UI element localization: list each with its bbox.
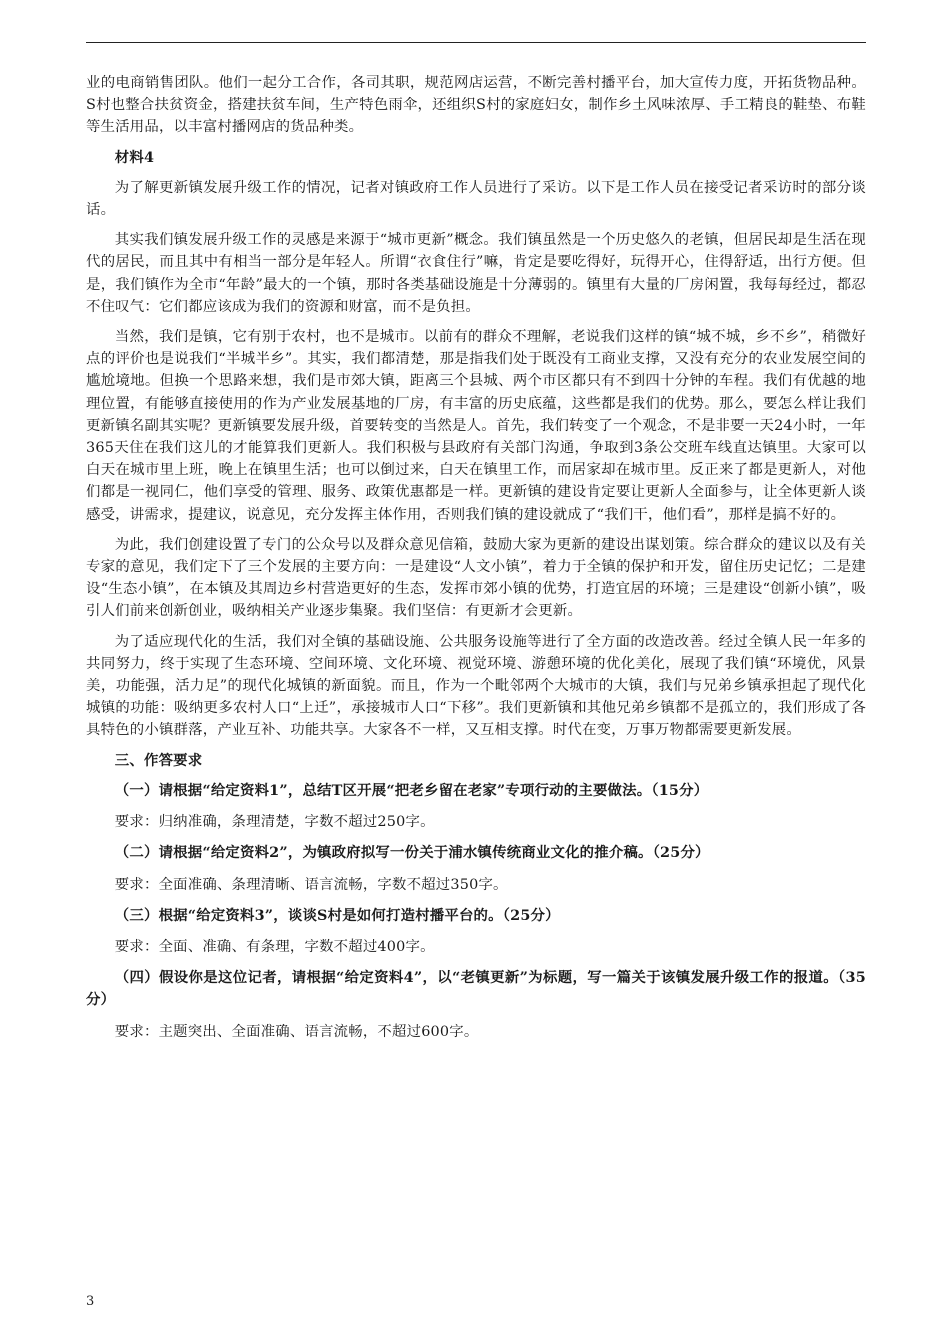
- question-3-requirement: 要求：全面、准确、有条理，字数不超过400字。: [114, 938, 435, 955]
- question-4-requirement: 要求：主题突出、全面准确、语言流畅，不超过600字。: [114, 1023, 479, 1040]
- section-heading-requirements: 三、作答要求: [114, 751, 203, 769]
- question-1-requirement: 要求：归纳准确，条理清楚，字数不超过250字。: [114, 814, 435, 831]
- question-2-requirement: 要求：全面准确、条理清晰、语言流畅，字数不超过350字。: [114, 876, 508, 893]
- paragraph-interview-3: 为此，我们创建设置了专门的公众号以及群众意见信箱，鼓励大家为更新的建设出谋划策。综合群众的建议以及有关专家的意见，我们定下了三个发展的主要方向：一是建设“人文小镇”，着力于全镇的保护和开发，留住历史记忆；二是建设“生态小镇”，在本镇及其周边乡村营造更好的生态，发挥市郊小镇的优势，打造宜居的环境；三是建设“创新小镇”，吸引人们前来创新创业，吸纳相关产业逐步集聚。我们坚信：有更新才会更新。: [86, 536, 866, 620]
- question-3: （三）根据“给定资料3”，谈谈S村是如何打造村播平台的。（25分）: [114, 906, 560, 924]
- paragraph-interview-1: 其实我们镇发展升级工作的灵感是来源于“城市更新”概念。我们镇虽然是一个历史悠久的老镇，但居民却是生活在现代的居民，而且其中有相当一部分是年轻人。所谓“衣食住行”嘛，肯定是要吃得好，玩得开心，住得舒适，出行方便。但是，我们镇作为全市“年龄”最大的一个镇，那时各类基础设施是十分薄弱的。镇里有大量的厂房闲置，我每每经过，都忍不住叹气：它们都应该成为我们的资源和财富，而不是负担。: [86, 232, 866, 315]
- question-1: （一）请根据“给定资料1”，总结T区开展“把老乡留在老家”专项行动的主要做法。（15分）: [114, 781, 709, 799]
- question-2: （二）请根据“给定资料2”，为镇政府拟写一份关于浦水镇传统商业文化的推介稿。（25分）: [114, 844, 710, 862]
- page-body: [86, 72, 866, 1052]
- paragraph-interview-4: 为了适应现代化的生活，我们对全镇的基础设施、公共服务设施等进行了全方面的改造改善。经过全镇人民一年多的共同努力，终于实现了生态环境、空间环境、文化环境、视觉环境、游憩环境的优化美化，展现了我们镇“环境优，风景美，功能强，活力足”的现代化城镇的新面貌。而且，作为一个毗邻两个大城市的大镇，我们与兄弟乡镇承担起了现代化城镇的功能：吸纳更多农村人口“上迁”，承接城市人口“下移”。我们更新镇和其他兄弟乡镇都不是孤立的，我们形成了各具特色的小镇群落，产业互补、功能共享。大家各不一样，又互相支撑。时代在变，万事万物都需要更新发展。: [86, 633, 866, 739]
- section-heading-material-4: 材料4: [114, 148, 155, 166]
- page-number: 3: [86, 1294, 95, 1309]
- paragraph-intro: 为了解更新镇发展升级工作的情况，记者对镇政府工作人员进行了采访。以下是工作人员在接受记者采访时的部分谈话。: [86, 179, 866, 219]
- header-rule: [86, 42, 866, 43]
- paragraph-continuation: 业的电商销售团队。他们一起分工合作，各司其职，规范网店运营，不断完善村播平台，加大宣传力度，开拓货物品种。S村也整合扶贫资金，搭建扶贫车间，生产特色雨伞，还组织S村的家庭妇女，制作乡土风味浓厚、手工精良的鞋垫、布鞋等生活用品，以丰富村播网店的货品种类。: [86, 75, 866, 136]
- question-4: （四）假设你是这位记者，请根据“给定资料4”，以“老镇更新”为标题，写一篇关于该镇发展升级工作的报道。（35分）: [86, 969, 866, 1009]
- paragraph-interview-2: 当然，我们是镇，它有别于农村，也不是城市。以前有的群众不理解，老说我们这样的镇“城不城，乡不乡”，稍微好点的评价也是说我们“半城半乡”。其实，我们都清楚，那是指我们处于既没有工商业支撑，又没有充分的农业发展空间的尴尬境地。但换一个思路来想，我们是市郊大镇，距离三个县城、两个市区都只有不到四十分钟的车程。我们有优越的地理位置，有能够直接使用的作为产业发展基地的厂房，有丰富的历史底蕴，这些都是我们的优势。那么，要怎么样让我们更新镇名副其实呢？更新镇要发展升级，首要转变的当然是人。首先，我们转变了一个观念，不是非要一天24小时，一年365天住在我们这儿的才能算我们更新人。我们积极与县政府有关部门沟通，争取到3条公交班车线直达镇里。大家可以白天在城市里上班，晚上在镇里生活；也可以倒过来，白天在镇里工作，而居家却在城市里。反正来了都是更新人，对他们都是一视同仁，他们享受的管理、服务、政策优惠都是一样。更新镇的建设肯定要让更新人全面参与，让全体更新人谈感受，讲需求，提建议，说意见，充分发挥主体作用，否则我们镇的建设就成了“我们干，他们看”，那样是搞不好的。: [86, 329, 866, 523]
